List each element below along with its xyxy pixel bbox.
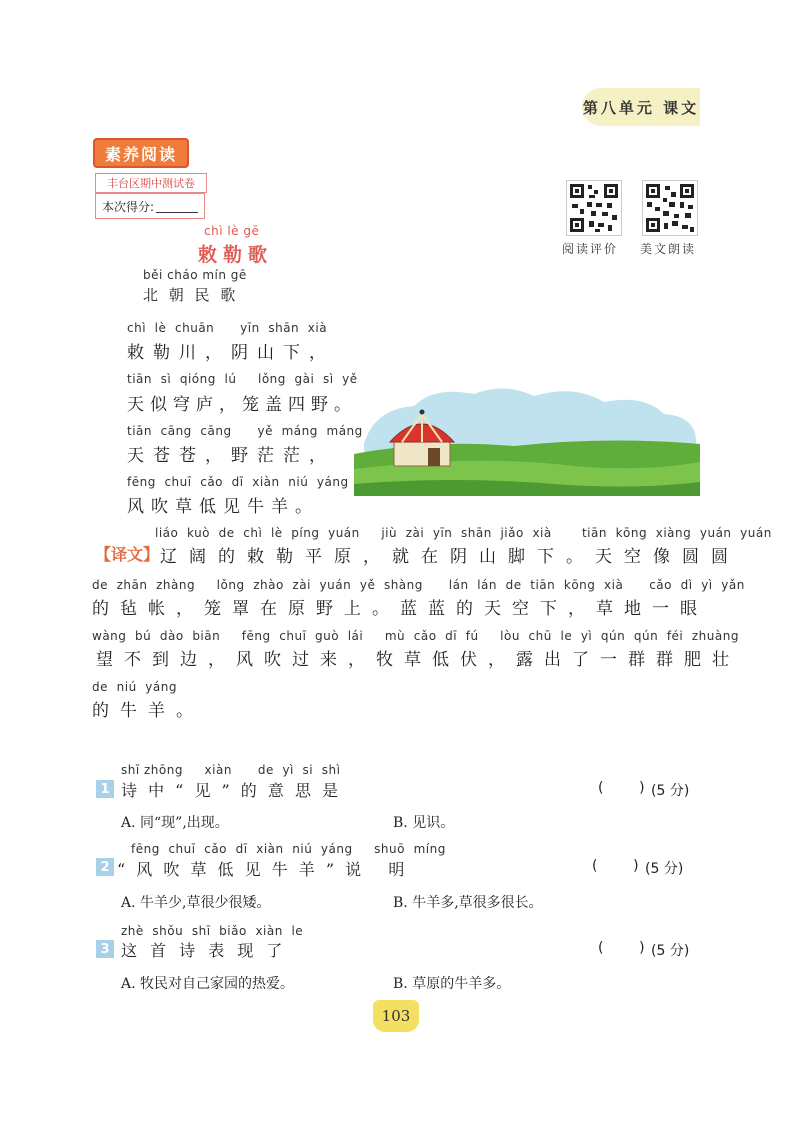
question-number-badge: 3 bbox=[96, 940, 114, 958]
answer-bracket[interactable]: ( ) bbox=[598, 940, 645, 956]
question-score: (5 分) bbox=[651, 943, 690, 959]
translation-line: 的毡帐，笼罩在原野上。蓝蓝的天空下，草地一眼 bbox=[92, 599, 708, 619]
question-score: (5 分) bbox=[651, 783, 690, 799]
poem-line: 天似穹庐，笼盖四野。 bbox=[127, 395, 357, 415]
question-score: (5 分) bbox=[645, 861, 684, 877]
option-a[interactable]: A. 牛羊少,草很少很矮。 bbox=[121, 895, 271, 911]
poem-line-pinyin: chì lè chuān yīn shān xià bbox=[127, 321, 328, 335]
poem-title-pinyin: chì lè gē bbox=[204, 224, 260, 238]
poem-line: 敕勒川，阴山下， bbox=[127, 343, 335, 363]
question-number-badge: 2 bbox=[96, 858, 114, 876]
score-label: 本次得分: bbox=[102, 199, 155, 214]
answer-bracket[interactable]: ( ) bbox=[592, 858, 639, 874]
qr-label-reading: 阅读评价 bbox=[562, 242, 619, 256]
option-a[interactable]: A. 同“现”,出现。 bbox=[121, 815, 229, 831]
question-pinyin: zhè shǒu shī biǎo xiàn le bbox=[121, 924, 304, 938]
qr-code-reading[interactable] bbox=[566, 180, 622, 236]
question-pinyin: fēng chuī cǎo dī xiàn niú yáng shuō míng bbox=[131, 842, 446, 856]
page-number: 103 bbox=[373, 1000, 419, 1032]
source-tag: 丰台区期中测试卷 bbox=[95, 173, 207, 193]
score-blank bbox=[156, 200, 198, 213]
unit-tab: 第八单元 课文 bbox=[582, 88, 700, 126]
poem-author-pinyin: běi cháo mín gē bbox=[143, 268, 247, 282]
translation-line-pinyin: liáo kuò de chì lè píng yuán jiù zài yīn shān jiǎo xià tiān kōng xiàng yuán yuán bbox=[155, 526, 772, 540]
poem-line: 天苍苍，野茫茫， bbox=[127, 446, 335, 466]
section-badge: 素养阅读 bbox=[93, 138, 189, 168]
translation-label: 【译文】 bbox=[95, 545, 160, 564]
translation-line-pinyin: de zhān zhàng lǒng zhào zài yuán yě shàng lán lán de tiān kōng xià cǎo dì yì yǎn bbox=[92, 578, 745, 592]
score-box bbox=[95, 193, 205, 219]
translation-line-pinyin: wàng bú dào biān fēng chuī guò lái mù cǎo dī fú lòu chū le yì qún qún féi zhuàng bbox=[92, 629, 739, 643]
option-b[interactable]: B. 见识。 bbox=[393, 815, 455, 831]
poem-title: 敕勒歌 bbox=[198, 244, 274, 266]
poem-line-pinyin: tiān sì qióng lú lǒng gài sì yě bbox=[127, 372, 358, 386]
translation-line: 望不到边，风吹过来，牧草低伏，露出了一群群肥壮 bbox=[96, 650, 740, 670]
answer-bracket[interactable]: ( ) bbox=[598, 780, 645, 796]
translation-line: 辽阔的敕勒平原，就在阴山脚下。天空像圆圆 bbox=[160, 547, 740, 567]
option-b[interactable]: B. 牛羊多,草很多很长。 bbox=[393, 895, 543, 911]
poem-line-pinyin: fēng chuī cǎo dī xiàn niú yáng bbox=[127, 475, 349, 489]
translation-line: 的牛羊。 bbox=[92, 701, 204, 721]
option-a[interactable]: A. 牧民对自己家园的热爱。 bbox=[121, 976, 295, 992]
poem-author: 北 朝 民 歌 bbox=[143, 286, 239, 304]
translation-line-pinyin: de niú yáng bbox=[92, 680, 177, 694]
qr-label-audio: 美文朗读 bbox=[640, 242, 697, 256]
poem-line-pinyin: tiān cāng cāng yě máng máng bbox=[127, 424, 363, 438]
question-number-badge: 1 bbox=[96, 780, 114, 798]
question-stem: 诗 中 “ 见 ” 的 意 思 是 bbox=[121, 781, 342, 800]
question-stem: 这 首 诗 表 现 了 bbox=[121, 941, 287, 960]
option-b[interactable]: B. 草原的牛羊多。 bbox=[393, 976, 511, 992]
question-stem: “ 风 吹 草 低 见 牛 羊 ” 说 明 bbox=[117, 860, 408, 879]
poem-line: 风吹草低见牛羊。 bbox=[127, 497, 319, 517]
qr-code-audio[interactable] bbox=[642, 180, 698, 236]
grassland-yurt-illustration bbox=[354, 384, 700, 496]
question-pinyin: shī zhōng xiàn de yì si shì bbox=[121, 763, 341, 777]
